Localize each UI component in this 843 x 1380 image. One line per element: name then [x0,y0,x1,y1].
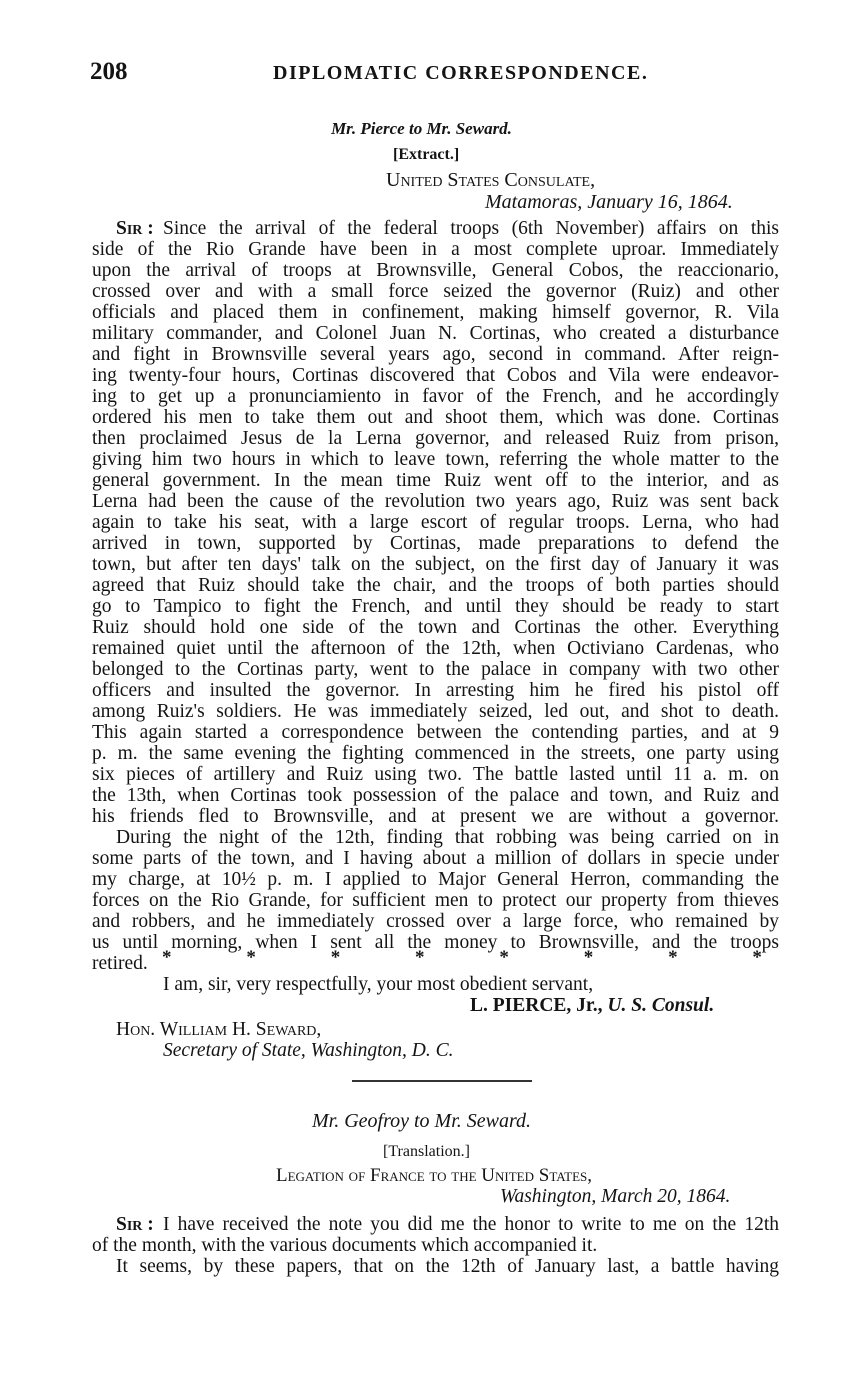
letter1-text-line: upon the arrival of troops at Brownsville, General Cobos, the reaccionario, [92,260,779,281]
letter1-text-line: agreed that Ruiz should take the chair, and the troops of both parties should [92,575,779,596]
letter1-text-line: some parts of the town, and I having about a million of dollars in specie under [92,848,779,869]
letter1-text-line: town, but after ten days' talk on the subject, on the first day of January it was [92,554,779,575]
letter1-heading: Mr. Pierce to Mr. Seward. [331,119,512,138]
letter1-text-line: ing twenty-four hours, Cortinas discovered that Cobos and Vila were endeavor- [92,365,779,386]
letter1-text-line: officers and insulted the governor. In arresting him he fired his pistol off [92,680,779,701]
letter2-salutation: Sir : [116,1214,154,1235]
letter1-text-line: again to take his seat, with a large escort of regular troops. Lerna, who had [92,512,779,533]
letter2-text-line: It seems, by these papers, that on the 12th of January last, a battle having [116,1256,779,1277]
omission-star: * [668,947,678,968]
letter1-text-line: forces on the Rio Grande, for sufficient men to protect our property from thieves [92,890,779,911]
letter1-text-line: military commander, and Colonel Juan N. Cortinas, who created a disturbance [92,323,779,344]
omission-star: * [583,947,594,968]
letter1-text-line: Ruiz should hold one side of the town and Cortinas the other. Everything [92,617,779,638]
omission-star: * [752,947,762,968]
letter1-text-line: p. m. the same evening the fighting commenced in the streets, one party using [92,743,779,764]
letter1-text-line: then proclaimed Jesus de la Lerna governor, and released Ruiz from prison, [92,428,779,449]
letter1-text-line: my charge, at 10½ p. m. I applied to Major General Herron, commanding the [92,869,779,890]
letter1-text-line: ordered his men to take them out and shoot them, which was done. Cortinas [92,407,779,428]
letter1-text-line: and robbers, and he immediately crossed over a large force, who remained by [92,911,779,932]
omission-star: * [499,947,509,968]
letter1-text-line: retired. [92,953,148,974]
letter1-text-line: This again started a correspondence between the contending parties, and at 9 [92,722,779,743]
page-number: 208 [90,58,128,85]
letter1-place: United States Consulate, [386,169,596,191]
letter1-signature [470,995,714,1016]
letter1-text-line: officials and placed them in confinement, making himself governor, R. Vila [92,302,779,323]
letter1-text-line: his friends fled to Brownsville, and at present we are without a governor. [92,806,779,827]
letter2-note: [Translation.] [383,1143,470,1160]
letter1-text-line: and fight in Brownsville several years ago, second in command. After reign- [92,344,779,365]
signature-name: L. PIERCE, Jr., [470,995,603,1016]
letter2-heading: Mr. Geofroy to Mr. Seward. [311,1110,532,1132]
letter1-text-line: us until morning, when I sent all the money to Brownsville, and the troops [92,932,779,953]
letter1-text-line: During the night of the 12th, finding that robbing was being carried on in [116,827,779,848]
letter1-closing: I am, sir, very respectfully, your most obedient servant, [163,974,594,995]
page-header [90,58,780,88]
letter1-text-line: go to Tampico to fight the French, and until they should be ready to start [92,596,779,617]
letter1-text-line: six pieces of artillery and Ruiz using two. The battle lasted until 11 a. m. on [92,764,779,785]
letter1-text-line: side of the Rio Grande have been in a most complete uproar. Immediately [92,239,779,260]
letter1-addressee-title: Secretary of State, Washington, D. C. [163,1040,454,1061]
omission-stars [162,947,762,968]
letter1-text-line: among Ruiz's soldiers. He was immediately seized, led out, and shot to death. [92,701,779,722]
letter1-text-line: giving him two hours in which to leave town, referring the whole matter to the [92,449,779,470]
letter1-note: [Extract.] [393,146,460,163]
letter1-text-line: Since the arrival of the federal troops (6th November) affairs on this [163,218,779,239]
letter1-addressee-name: Hon. William H. Seward, [116,1019,322,1040]
letter1-text-line: belonged to the Cortinas party, went to the palace in company with two other [92,659,779,680]
letter1-text-line: crossed over and with a small force seized the governor (Ruiz) and other [92,281,779,302]
omission-star: * [330,947,341,968]
letter1-text-line: the 13th, when Cortinas took possession of the palace and town, and Ruiz and [92,785,779,806]
letter2-text-line: of the month, with the various documents which accompanied it. [92,1235,598,1256]
letter2-place: Legation of France to the United States, [276,1165,593,1186]
letter1-text-line: Lerna had been the cause of the revolution two years ago, Ruiz was sent back [92,491,779,512]
letter1-text-line: remained quiet until the afternoon of the 12th, when Octiviano Cardenas, who [92,638,779,659]
omission-star: * [415,947,425,968]
letter1-salutation: Sir : [116,218,154,239]
letter1-date: Matamoras, January 16, 1864. [485,191,733,213]
section-divider [352,1080,532,1082]
signature-title: U. S. Consul. [607,995,715,1016]
omission-star: * [162,947,172,968]
letter1-text-line: ing to get up a pronunciamiento in favor of the French, and he accordingly [92,386,779,407]
letter1-text-line: general government. In the mean time Ruiz went off to the interior, and as [92,470,779,491]
letter1-text-line: arrived in town, supported by Cortinas, made preparations to defend the [92,533,779,554]
omission-star: * [246,947,256,968]
letter2-date: Washington, March 20, 1864. [500,1186,731,1207]
running-head: DIPLOMATIC CORRESPONDENCE. [273,62,649,84]
letter2-text-line: I have received the note you did me the honor to write to me on the 12th [163,1214,779,1235]
